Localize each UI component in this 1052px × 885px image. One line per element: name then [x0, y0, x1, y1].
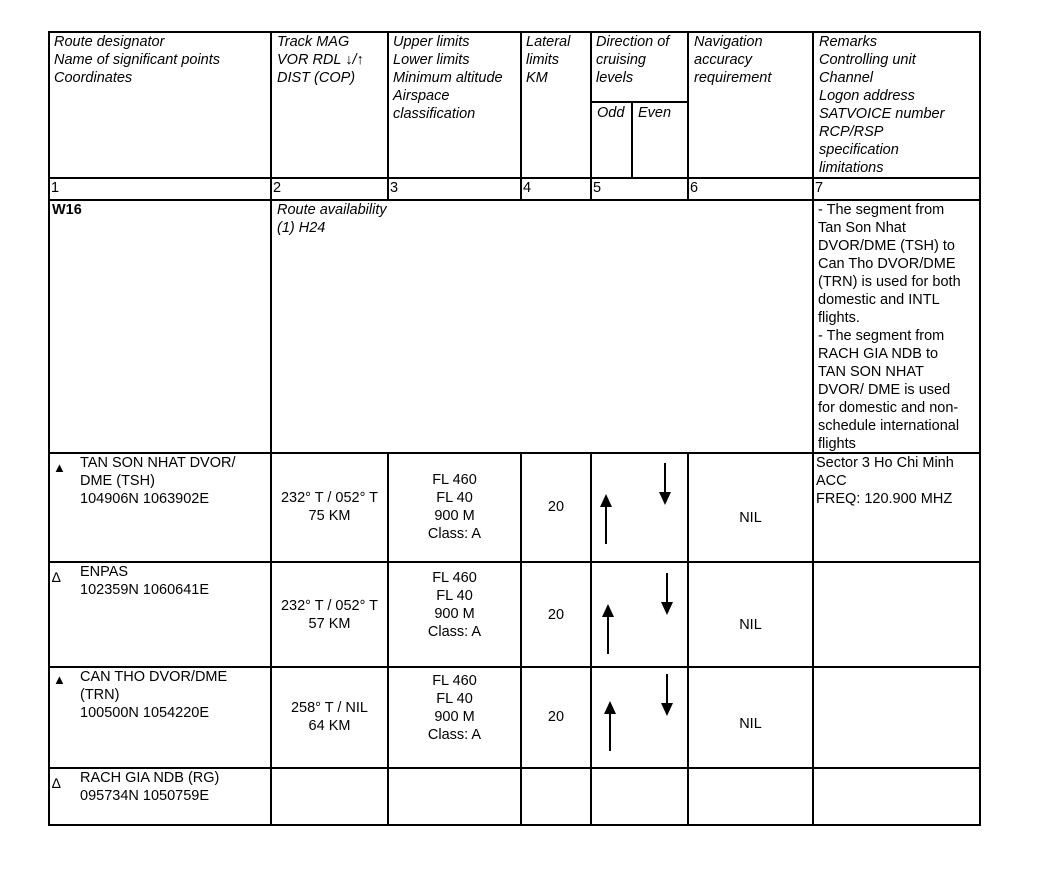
- header-odd: Odd: [597, 105, 625, 121]
- column-number-4: 4: [523, 180, 532, 196]
- point-2-even-arrow-down-icon: [661, 573, 673, 615]
- point-3-odd-arrow-up-icon: [604, 701, 616, 751]
- point-1-limits: FL 460 FL 40 900 M Class: A: [427, 472, 482, 542]
- route-designator: W16: [52, 202, 82, 218]
- point-4-name: RACH GIA NDB (RG) 095734N 1050759E: [80, 770, 220, 804]
- point-3-limits: FL 460 FL 40 900 M Class: A: [427, 673, 482, 743]
- column-number-5: 5: [593, 180, 602, 196]
- point-3-nav-accuracy: NIL: [739, 716, 762, 732]
- table-border-left: [48, 31, 50, 826]
- col-divider-4-5-top: [590, 31, 592, 201]
- table-border-bottom: [48, 824, 980, 826]
- point-1-nav-accuracy: NIL: [739, 510, 762, 526]
- header-remarks: Remarks Controlling unit Channel Logon address SATVOICE number RCP/RSP specification limitations: [819, 34, 945, 176]
- point-2-limits: FL 460 FL 40 900 M Class: A: [427, 570, 482, 640]
- point-1-track: 232° T / 052° T 75 KM: [280, 490, 379, 524]
- column-number-7: 7: [815, 180, 824, 196]
- point-1-name: TAN SON NHAT DVOR/ DME (TSH) 104906N 1063902E: [80, 455, 236, 507]
- header-bottom-rule: [48, 177, 980, 179]
- col-divider-2-3-top: [387, 31, 389, 201]
- header-track-mag: Track MAG VOR RDL ↓/↑ DIST (COP): [277, 34, 364, 86]
- header-even: Even: [638, 105, 672, 121]
- header-route-designator: Route designator Name of significant points Coordinates: [54, 34, 221, 86]
- point-1-symbol: ▲: [53, 460, 66, 475]
- col-divider-3-4-top: [520, 31, 522, 201]
- point-2-nav-accuracy: NIL: [739, 617, 762, 633]
- column-number-2: 2: [273, 180, 282, 196]
- table-border-right: [979, 31, 981, 826]
- point-4-symbol: ∆: [52, 775, 61, 791]
- header-limits: Upper limits Lower limits Minimum altitude Airspace classification: [393, 34, 503, 122]
- point-2-lateral: 20: [547, 607, 565, 623]
- point-2-track: 232° T / 052° T 57 KM: [280, 598, 379, 632]
- column-number-1: 1: [51, 180, 60, 196]
- header-lateral-limits: Lateral limits KM: [526, 34, 571, 86]
- point-3-name: CAN THO DVOR/DME (TRN) 100500N 1054220E: [80, 669, 228, 721]
- point-1-even-arrow-down-icon: [659, 463, 671, 505]
- point-2-name: ENPAS 102359N 1060641E: [80, 564, 210, 598]
- odd-even-divider: [590, 101, 688, 103]
- col-divider-5-6-top: [687, 31, 689, 201]
- col-divider-6-7: [812, 31, 814, 826]
- point-2-symbol: ∆: [52, 569, 61, 585]
- point-1-odd-arrow-up-icon: [600, 494, 612, 544]
- point-3-even-arrow-down-icon: [661, 674, 673, 716]
- column-number-6: 6: [690, 180, 699, 196]
- header-navigation-accuracy: Navigation accuracy requirement: [694, 34, 772, 86]
- point-1-lateral: 20: [547, 499, 565, 515]
- route-remarks: - The segment from Tan Son Nhat DVOR/DME (TSH) to Can Tho DVOR/DME (TRN) is used for both domestic and INTL flights. - The segment from RACH GIA NDB to TAN SON NHAT DVOR/ DME is used for domestic and non- schedule international flights: [818, 202, 961, 452]
- column-number-3: 3: [390, 180, 399, 196]
- point-3-symbol: ▲: [53, 672, 66, 687]
- point-1-remarks: Sector 3 Ho Chi Minh ACC FREQ: 120.900 MHZ: [816, 455, 954, 507]
- odd-even-split: [631, 101, 633, 178]
- point-3-lateral: 20: [547, 709, 565, 725]
- point-3-track: 258° T / NIL 64 KM: [290, 700, 368, 734]
- route-availability: Route availability (1) H24: [277, 202, 387, 236]
- point-2-odd-arrow-up-icon: [602, 604, 614, 654]
- header-direction-levels: Direction of cruising levels: [596, 34, 670, 86]
